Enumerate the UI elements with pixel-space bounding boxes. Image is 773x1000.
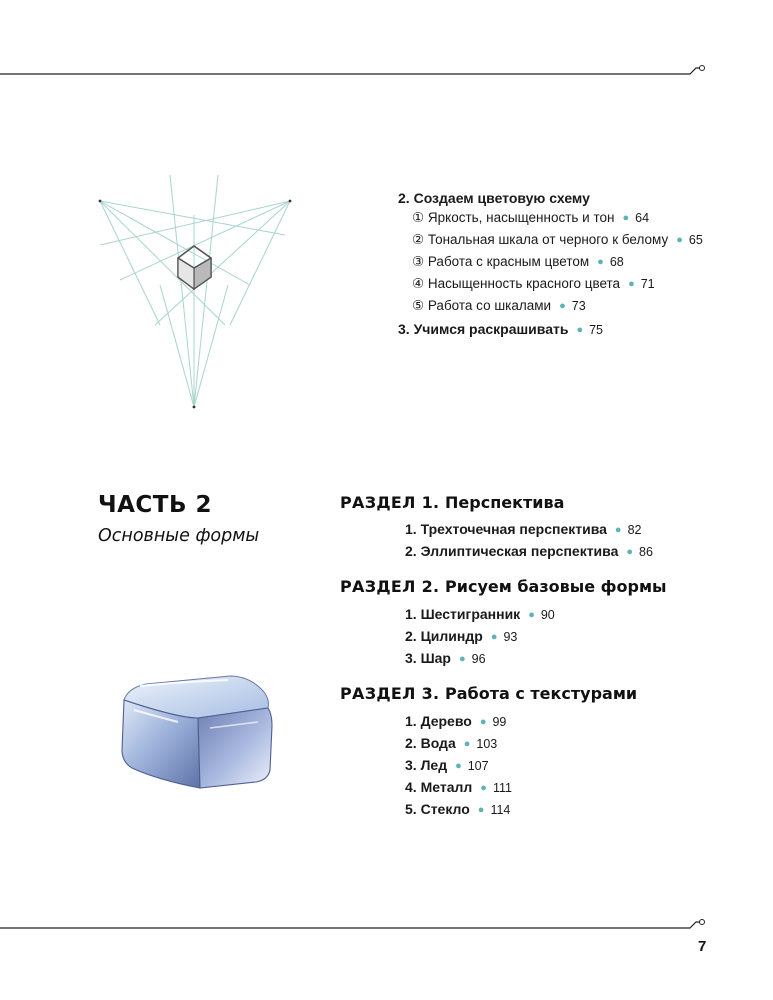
section-label: РАЗДЕЛ 1.: [340, 493, 440, 512]
toc-item-number: 1.: [405, 606, 417, 622]
section-label: РАЗДЕЛ 3.: [340, 684, 440, 703]
toc-item[interactable]: [412, 253, 624, 272]
toc-item-marker: ②: [412, 232, 425, 247]
toc-item-page: 71: [640, 277, 655, 291]
toc-item-marker: ③: [412, 254, 425, 269]
toc-section-3-page: 75: [589, 323, 604, 337]
toc-item-title: Вода: [420, 735, 456, 751]
toc-item[interactable]: [405, 627, 517, 647]
toc-item-page: 107: [467, 759, 489, 773]
toc-item-number: 2.: [405, 735, 417, 751]
toc-item[interactable]: [405, 800, 510, 820]
bullet-dot-icon: ●: [628, 278, 635, 290]
toc-item-page: 90: [540, 608, 555, 622]
toc-item-marker: ⑤: [412, 298, 425, 313]
section-1-heading[interactable]: [340, 493, 564, 512]
toc-item[interactable]: [405, 756, 489, 776]
toc-item-title: Эллиптическая перспектива: [420, 543, 619, 559]
bullet-dot-icon: ●: [676, 234, 683, 246]
toc-item[interactable]: [405, 649, 486, 669]
toc-item-page: 93: [503, 630, 518, 644]
toc-item[interactable]: [412, 231, 703, 250]
toc-item-page: 86: [639, 545, 653, 559]
toc-item-page: 111: [492, 781, 512, 795]
toc-item-page: 68: [609, 255, 624, 269]
section-title: Рисуем базовые формы: [445, 577, 667, 596]
bullet-dot-icon: ●: [490, 631, 498, 643]
toc-item-title: Дерево: [420, 713, 472, 729]
toc-section-2-number: 2.: [398, 190, 410, 206]
ice-cube-illustration: [118, 670, 278, 795]
toc-item-number: 3.: [405, 757, 417, 773]
toc-item[interactable]: [405, 712, 506, 732]
toc-item-page: 114: [490, 803, 511, 817]
bullet-dot-icon: ●: [477, 804, 485, 816]
toc-item-title: Шестигранник: [420, 606, 521, 622]
bottom-rule: [0, 918, 773, 938]
section-label: РАЗДЕЛ 2.: [340, 577, 440, 596]
toc-item[interactable]: [412, 297, 586, 316]
part-subtitle: Основные формы: [98, 526, 260, 546]
section-title: Работа с текстурами: [445, 684, 638, 703]
toc-item[interactable]: [405, 520, 641, 540]
bullet-dot-icon: ●: [622, 212, 630, 224]
toc-item-title: Яркость, насыщенность и тон: [427, 210, 615, 225]
toc-item[interactable]: [405, 542, 653, 562]
bullet-dot-icon: ●: [479, 716, 487, 728]
toc-item-title: Металл: [420, 779, 473, 795]
bullet-dot-icon: ●: [576, 324, 584, 336]
toc-item-page: 99: [492, 715, 507, 729]
toc-item-title: Шар: [420, 650, 451, 666]
top-rule: [0, 62, 773, 82]
toc-item-number: 2.: [405, 628, 417, 644]
toc-item-marker: ①: [412, 210, 425, 225]
part-title: ЧАСТЬ 2: [98, 492, 212, 518]
toc-item-title: Стекло: [420, 801, 470, 817]
toc-item-number: 2.: [405, 543, 417, 559]
toc-section-3-number: 3.: [398, 321, 410, 337]
toc-item-title: Трехточечная перспектива: [420, 521, 607, 537]
toc-item-title: Тональная шкала от черного к белому: [427, 232, 669, 247]
toc-item[interactable]: [405, 734, 497, 754]
bullet-dot-icon: ●: [455, 760, 462, 772]
toc-item-page: 73: [571, 299, 586, 313]
toc-item-number: 3.: [405, 650, 417, 666]
toc-item-number: 5.: [405, 801, 417, 817]
toc-item-number: 1.: [405, 521, 417, 537]
toc-item-title: Лед: [420, 757, 448, 773]
section-2-heading[interactable]: [340, 577, 667, 596]
toc-item[interactable]: [412, 275, 655, 294]
toc-item-title: Работа с красным цветом: [427, 254, 590, 269]
toc-section-2[interactable]: [398, 189, 590, 207]
toc-item-page: 96: [471, 652, 486, 666]
toc-section-3[interactable]: [398, 320, 603, 340]
bullet-dot-icon: ●: [458, 653, 466, 665]
section-3-heading[interactable]: [340, 684, 637, 703]
bullet-dot-icon: ●: [463, 738, 471, 750]
toc-item-page: 65: [688, 233, 703, 247]
toc-item-page: 64: [635, 211, 650, 225]
bullet-dot-icon: ●: [528, 609, 535, 621]
toc-item-page: 103: [476, 737, 498, 751]
bullet-dot-icon: ●: [626, 546, 634, 558]
toc-item-title: Насыщенность красного цвета: [427, 276, 621, 291]
section-title: Перспектива: [445, 493, 565, 512]
toc-item-page: 82: [627, 523, 642, 537]
toc-section-2-title: Создаем цветовую схему: [413, 190, 590, 206]
toc-item[interactable]: [405, 605, 555, 625]
toc-section-3-title: Учимся раскрашивать: [413, 321, 569, 337]
page-number: 7: [698, 938, 707, 955]
bullet-dot-icon: ●: [614, 524, 622, 536]
toc-item-number: 4.: [405, 779, 417, 795]
toc-item[interactable]: [405, 778, 512, 798]
toc-item-marker: ④: [412, 276, 425, 291]
three-point-perspective-diagram: [90, 175, 305, 415]
bullet-dot-icon: ●: [559, 300, 566, 312]
toc-item-title: Цилиндр: [420, 628, 483, 644]
toc-item[interactable]: [412, 209, 649, 228]
toc-item-number: 1.: [405, 713, 417, 729]
toc-item-title: Работа со шкалами: [427, 298, 552, 313]
bullet-dot-icon: ●: [597, 256, 604, 268]
bullet-dot-icon: ●: [480, 782, 487, 794]
